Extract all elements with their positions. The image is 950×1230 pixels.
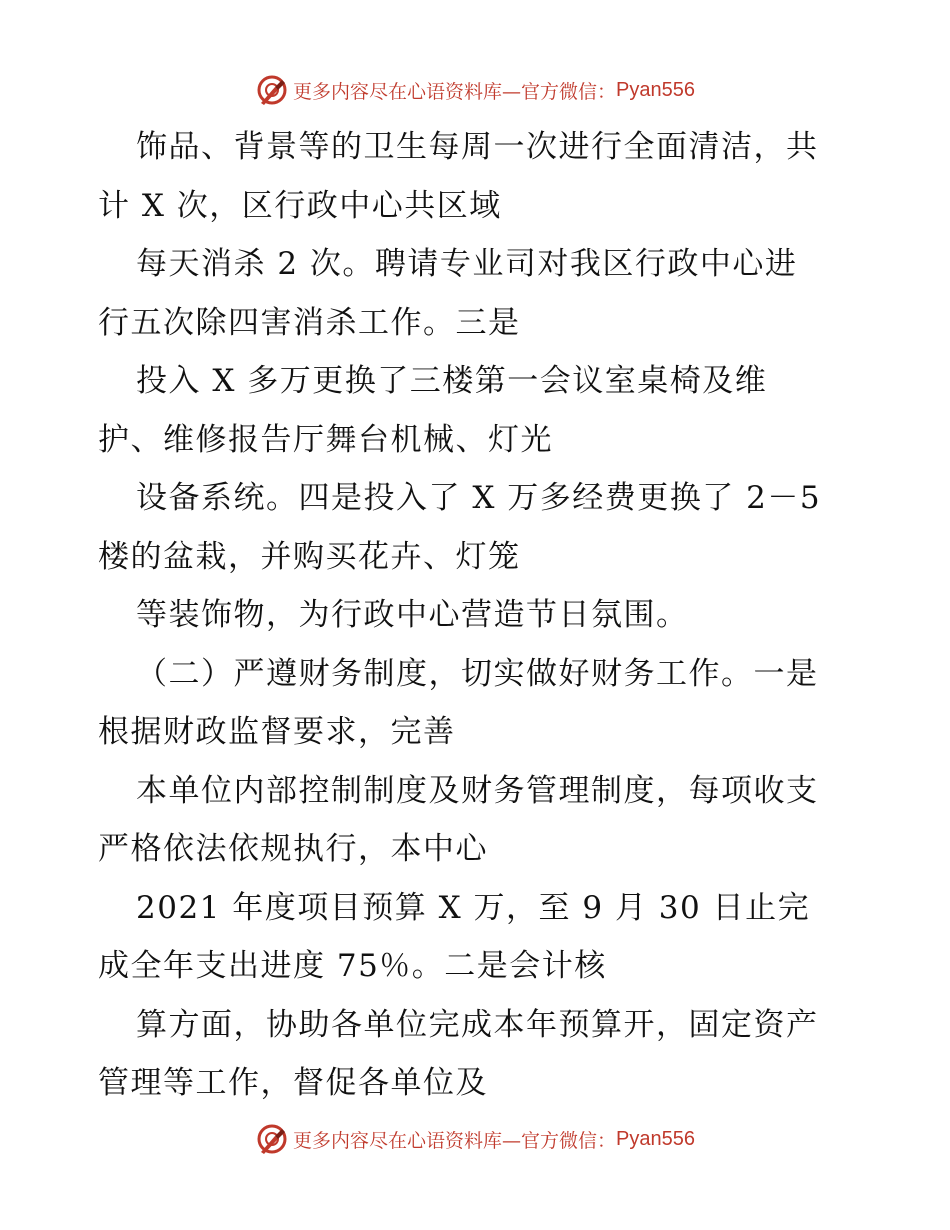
text-line: 计 X 次，区行政中心共区域 [98, 187, 502, 224]
text-line: 等装饰物，为行政中心营造节日氛围。 [136, 597, 689, 633]
text-line: 饰品、背景等的卫生每周一次进行全面清洁，共 [136, 129, 819, 165]
text-line: 设备系统。四是投入了 X 万多经费更换了 2－5 [136, 480, 822, 516]
footer-banner-account: Pyan556 [616, 1127, 695, 1150]
footer-banner-text: 更多内容尽在心语资料库—官方微信： [293, 1129, 617, 1152]
header-watermark-banner [0, 70, 950, 110]
pen-logo-icon [255, 1122, 289, 1156]
text-line: 成全年支出进度 75％。二是会计核 [98, 948, 607, 984]
text-line: （二）严遵财务制度，切实做好财务工作。一是 [136, 655, 819, 692]
text-line: 本单位内部控制制度及财务管理制度，每项收支 [136, 772, 819, 809]
header-banner-account: Pyan556 [616, 78, 695, 101]
text-line: 投入 X 多万更换了三楼第一会议室桌椅及维 [136, 363, 768, 399]
text-line: 2021 年度项目预算 X 万，至 9 月 30 日止完 [136, 889, 811, 926]
text-line: 行五次除四害消杀工作。三是 [98, 304, 521, 341]
text-line: 每天消杀 2 次。聘请专业司对我区行政中心进 [136, 246, 798, 282]
footer-watermark-banner [0, 1119, 950, 1159]
text-line: 护、维修报告厅舞台机械、灯光 [98, 421, 553, 458]
text-line: 楼的盆栽，并购买花卉、灯笼 [98, 538, 521, 575]
text-line: 严格依法依规执行，本中心 [98, 831, 488, 867]
text-line: 根据财政监督要求，完善 [98, 714, 456, 750]
header-banner-text: 更多内容尽在心语资料库—官方微信： [293, 80, 617, 103]
document-body [98, 118, 858, 1113]
text-line: 管理等工作，督促各单位及 [98, 1065, 488, 1101]
pen-logo-icon [255, 73, 289, 107]
text-line: 算方面，协助各单位完成本年预算开，固定资产 [136, 1006, 819, 1043]
